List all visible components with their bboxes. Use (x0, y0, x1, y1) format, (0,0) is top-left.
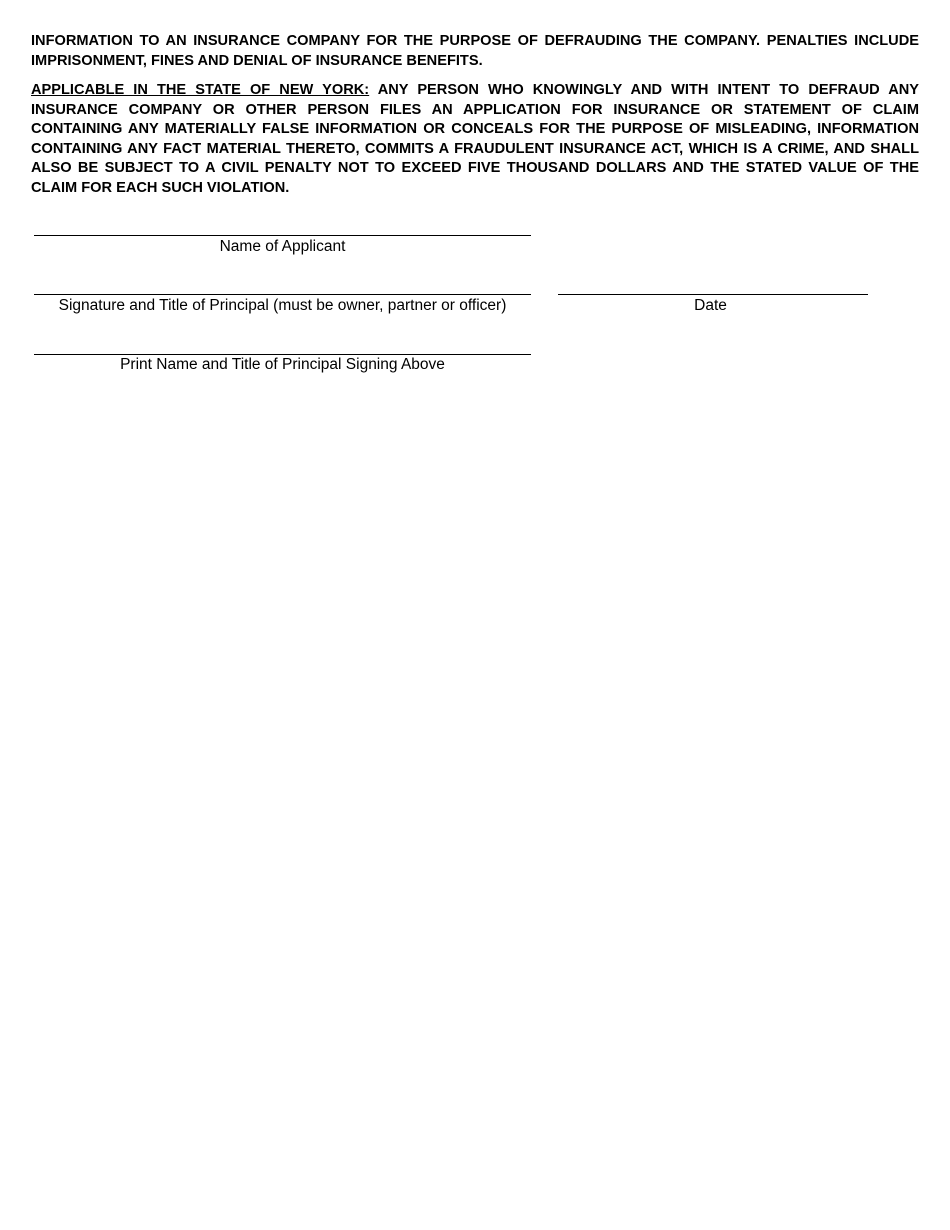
date-line[interactable] (558, 294, 868, 295)
print-name-line[interactable] (34, 354, 531, 355)
new-york-notice-paragraph (31, 81, 919, 198)
print-name-label: Print Name and Title of Principal Signing Above (120, 356, 445, 373)
new-york-notice-body: ANY PERSON WHO KNOWINGLY AND WITH INTENT TO DEFRAUD ANY INSURANCE COMPANY OR OTHER PERSON FILES AN APPLICATION FOR INSURANCE OR STATEMENT OF CLAIM CONTAINING ANY MATERIALLY FALSE INFORMATION OR CONCEALS FOR THE PURPOSE OF MISLEADING, INFORMATION CONTAINING ANY FACT MATERIAL THERETO, COMMITS A FRAUDULENT INSURANCE ACT, WHICH IS A CRIME, AND SHALL ALSO BE SUBJECT TO A CIVIL PENALTY NOT TO EXCEED FIVE THOUSAND DOLLARS AND THE STATED VALUE OF THE CLAIM FOR EACH SUCH VIOLATION. (31, 82, 920, 196)
principal-signature-line[interactable] (34, 294, 531, 295)
fraud-warning-paragraph (31, 32, 919, 71)
fraud-warning-text: INFORMATION TO AN INSURANCE COMPANY FOR THE PURPOSE OF DEFRAUDING THE COMPANY. PENALTIES INCLUDE IMPRISONMENT, FINES AND DENIAL OF INSURANCE BENEFITS. (31, 33, 919, 69)
applicant-name-label: Name of Applicant (219, 238, 346, 255)
principal-signature-label: Signature and Title of Principal (must be owner, partner or officer) (58, 297, 507, 314)
applicant-name-line[interactable] (34, 235, 531, 236)
date-label: Date (694, 297, 727, 314)
new-york-notice-heading: APPLICABLE IN THE STATE OF NEW YORK: (31, 82, 370, 98)
